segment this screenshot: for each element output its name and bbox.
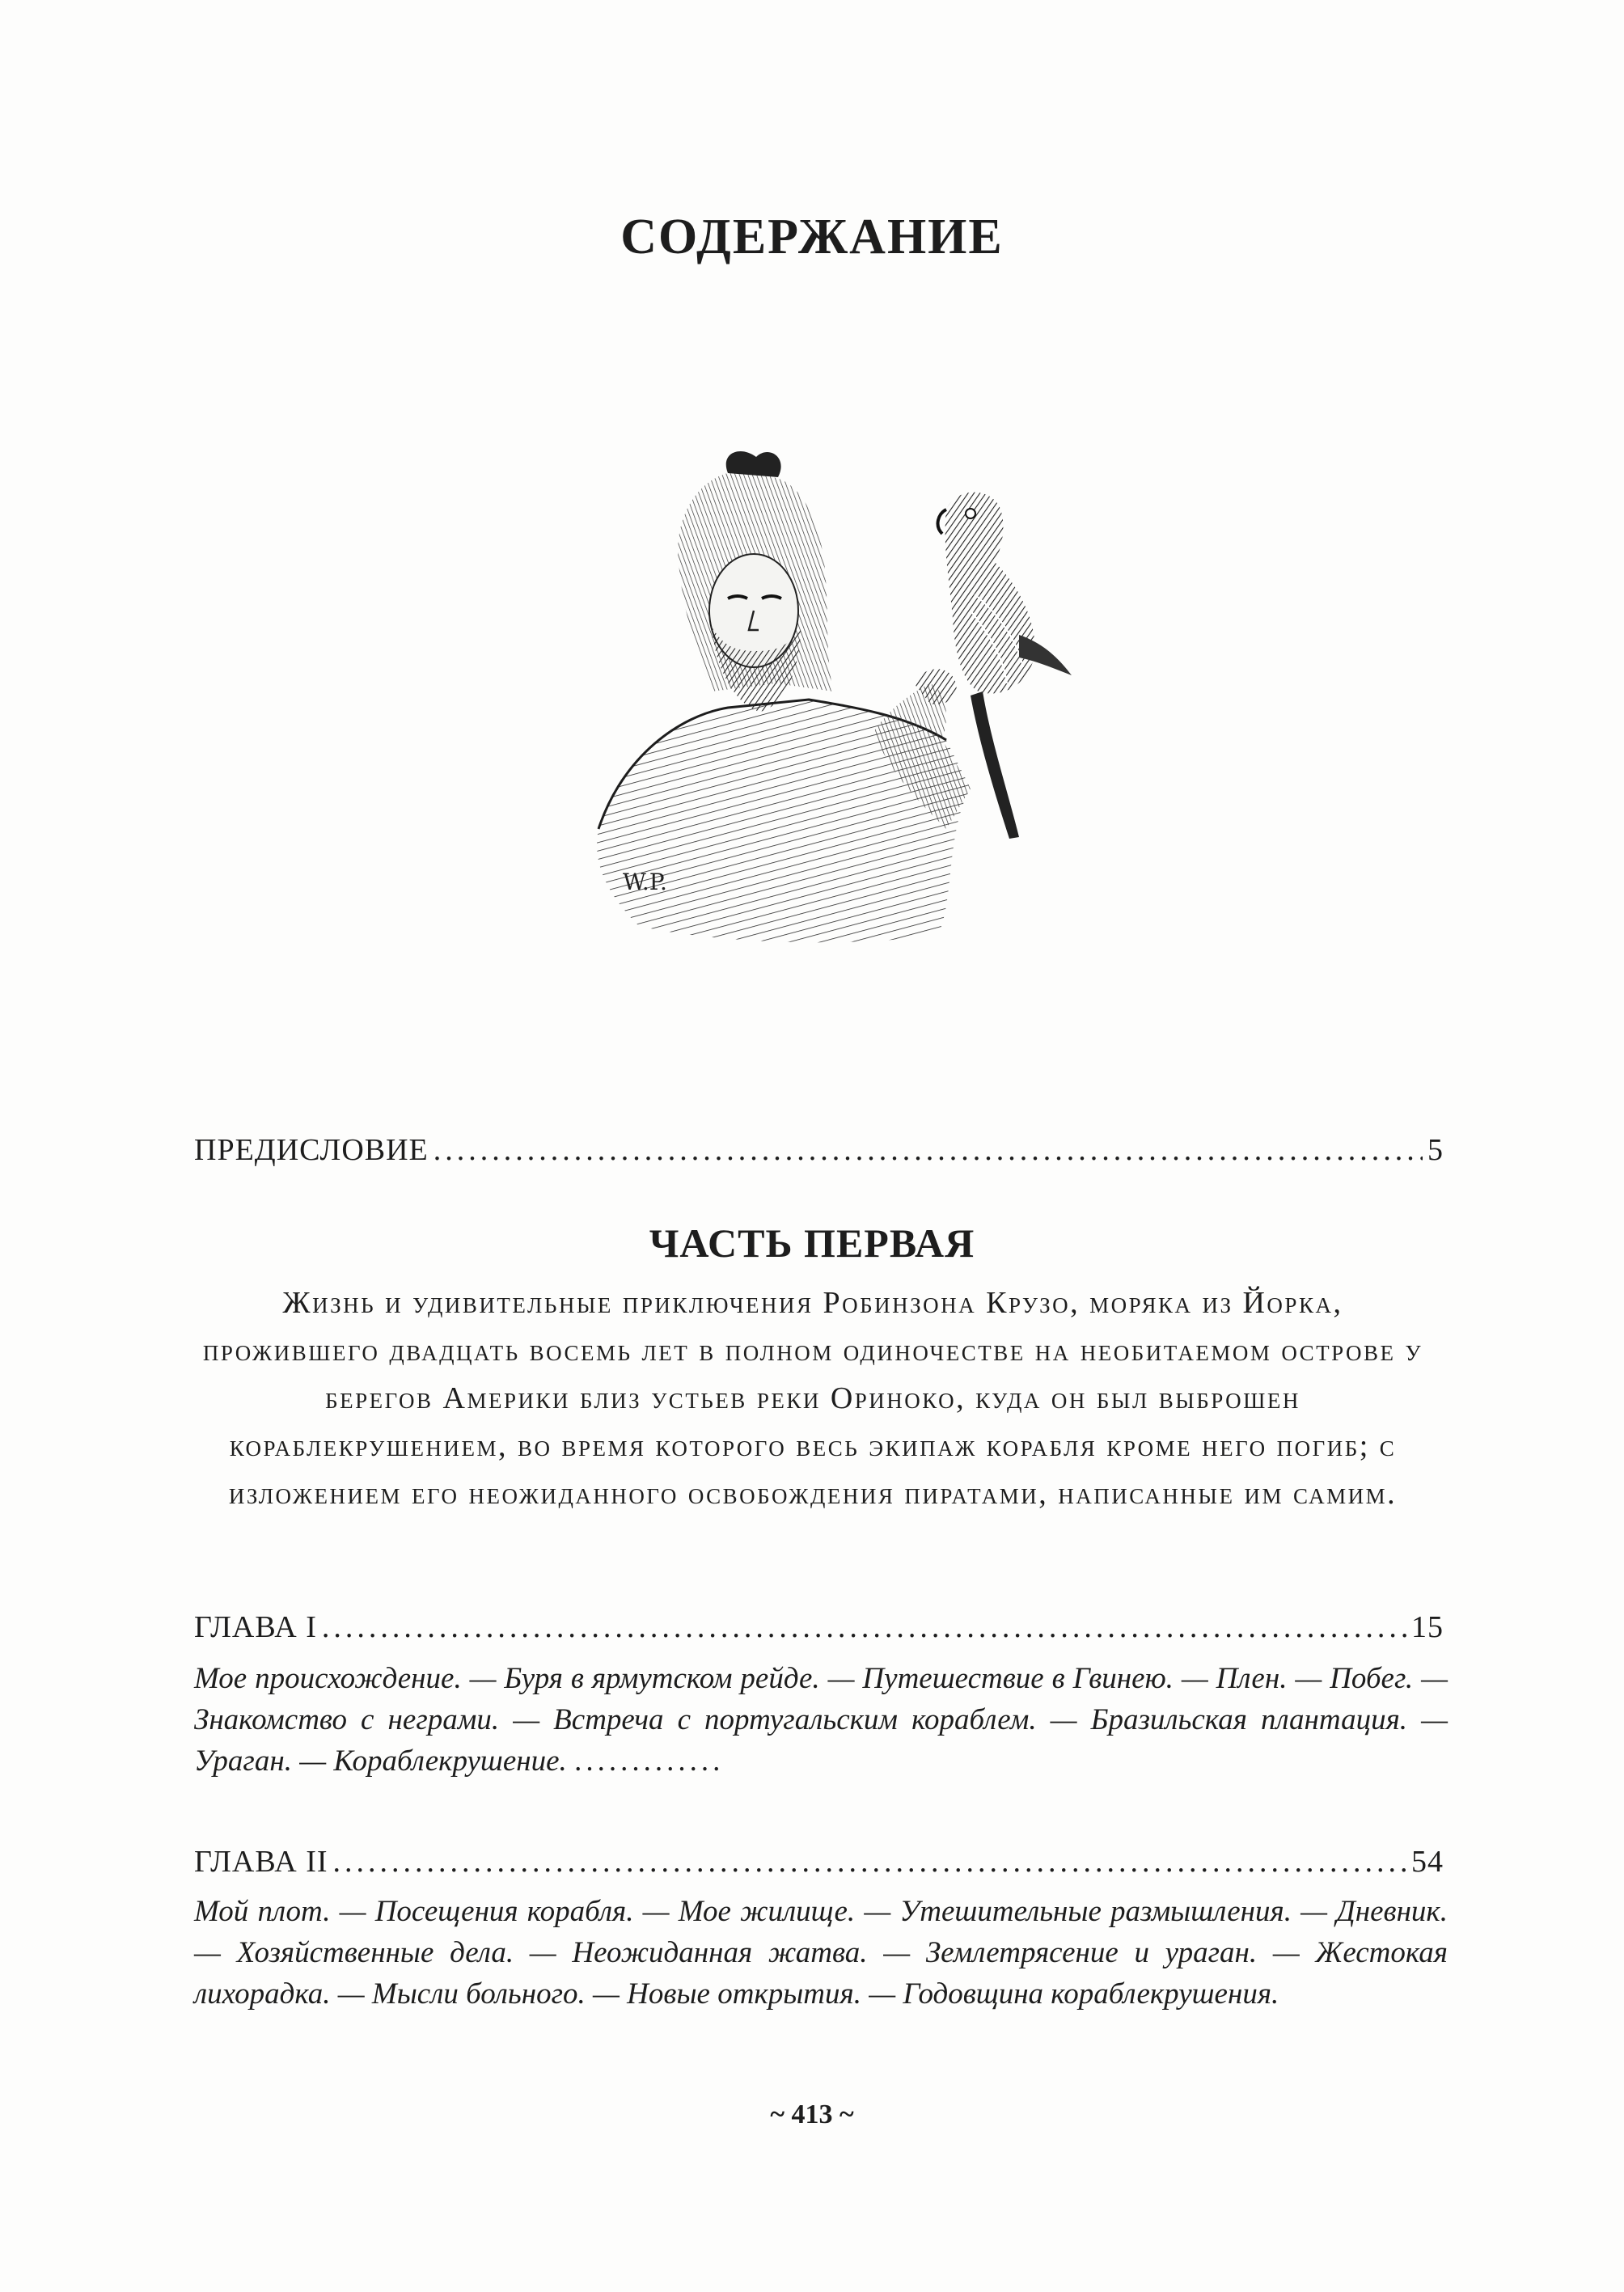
toc-entry-page: 15 (1411, 1610, 1444, 1644)
toc-entry-page: 54 (1411, 1845, 1444, 1879)
robinson-parrot-engraving (566, 449, 1116, 950)
toc-leader-dots (433, 1132, 1423, 1168)
toc-leader-dots (322, 1609, 1406, 1645)
part-one-title: ЧАСТЬ ПЕРВАЯ (649, 1220, 975, 1266)
page-title: СОДЕРЖАНИЕ (620, 209, 1004, 264)
part-one-subtitle: Жизнь и удивительные приключения Робинзона Крузо, моряка из Йорка, прожившего двадцать восемь лет в полном одиночестве на необитаемом острове у берегов Америки близ устьев реки Ориноко, куда он был выброшен кораблекрушением, во время которого весь экипаж корабля кроме него погиб; с изложением его неожиданного освобождения пиратами, написанные им самим. (202, 1286, 1423, 1511)
chapter-2-description: Мой плот. — Посещения корабля. — Мое жилище. — Утешительные размышления. — Дневник. — Хозяйственные дела. — Неожиданная жатва. — Землетрясение и ураган. — Жестокая лихорадка. — Мысли больного. — Новые открытия. — Годовщина кораблекрушения. (194, 1895, 1448, 2011)
toc-entry-label: ПРЕДИСЛОВИЕ (194, 1133, 429, 1167)
chapter-1-description (194, 1658, 1448, 1782)
chapter-description-text: Мое происхождение. — Буря в ярмутском рейде. — Путешествие в Гвинею. — Плен. — Побег. — Знакомство с неграми. — Встреча с португальским кораблем. — Бразильская плантация. — Ураган. — Кораблекрушение. (194, 1662, 1448, 1778)
page-number: ~ 413 ~ (770, 2100, 854, 2129)
toc-leader-dots: ............. (574, 1744, 725, 1778)
illustration-signature: W.P. (623, 869, 667, 895)
toc-entry-page: 5 (1427, 1133, 1444, 1167)
toc-entry-label: ГЛАВА I (194, 1610, 317, 1644)
toc-entry-preface[interactable] (194, 1132, 1444, 1168)
toc-entry-label: ГЛАВА II (194, 1845, 328, 1879)
toc-entry-chapter-1[interactable] (194, 1609, 1444, 1645)
toc-entry-chapter-2[interactable] (194, 1844, 1444, 1880)
toc-leader-dots (333, 1844, 1406, 1880)
